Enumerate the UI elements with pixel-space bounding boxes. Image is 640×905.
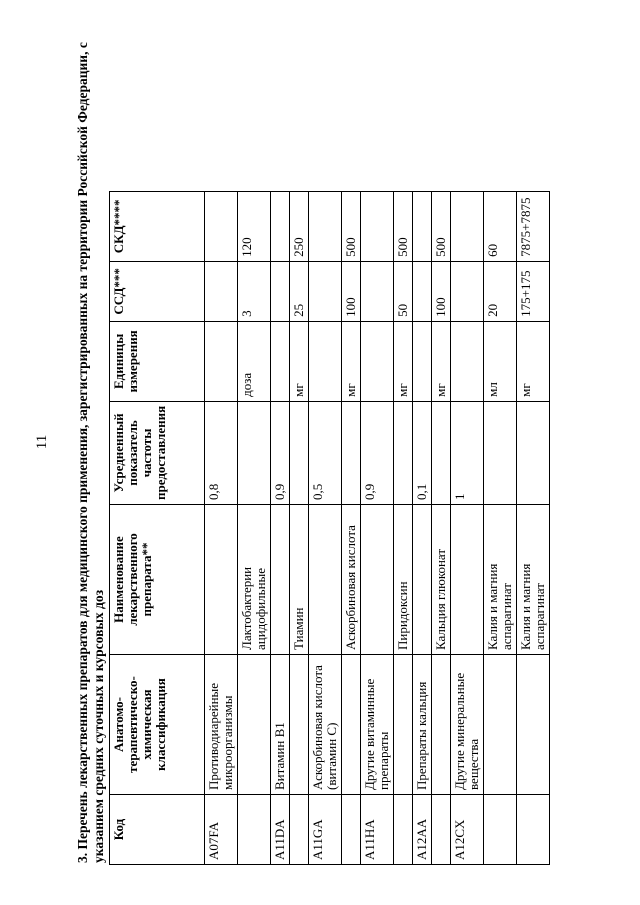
cell-unit: мг	[517, 321, 550, 401]
cell-atc: Препараты кальция	[413, 655, 432, 795]
cell-frequency	[394, 401, 413, 504]
cell-drug	[451, 505, 484, 655]
cell-ssd: 25	[290, 261, 309, 321]
cell-unit	[451, 321, 484, 401]
cell-atc	[432, 655, 451, 795]
cell-code	[432, 795, 451, 865]
cell-skd	[451, 191, 484, 261]
cell-unit	[309, 321, 342, 401]
table-row	[413, 191, 432, 864]
cell-drug: Калия и магния аспарагинат	[484, 505, 517, 655]
cell-frequency: 0,9	[361, 401, 394, 504]
cell-unit	[205, 321, 238, 401]
cell-drug: Пиридоксин	[394, 505, 413, 655]
cell-code: A12AA	[413, 795, 432, 865]
cell-frequency: 0,1	[413, 401, 432, 504]
cell-frequency	[432, 401, 451, 504]
cell-skd: 500	[394, 191, 413, 261]
cell-ssd: 100	[342, 261, 361, 321]
cell-unit: мг	[290, 321, 309, 401]
cell-atc: Другие минеральные вещества	[451, 655, 484, 795]
column-header-ssd: ССД***	[110, 261, 205, 321]
cell-unit	[361, 321, 394, 401]
cell-code	[342, 795, 361, 865]
cell-unit: доза	[238, 321, 271, 401]
cell-skd	[205, 191, 238, 261]
cell-skd	[361, 191, 394, 261]
cell-unit: мг	[394, 321, 413, 401]
cell-frequency: 0,8	[205, 401, 238, 504]
cell-code	[517, 795, 550, 865]
cell-skd	[413, 191, 432, 261]
cell-drug: Кальция глюконат	[432, 505, 451, 655]
cell-atc	[238, 655, 271, 795]
cell-atc	[517, 655, 550, 795]
cell-atc	[484, 655, 517, 795]
cell-skd: 60	[484, 191, 517, 261]
cell-code	[484, 795, 517, 865]
cell-skd: 120	[238, 191, 271, 261]
cell-frequency	[342, 401, 361, 504]
table-body	[205, 191, 550, 864]
cell-drug: Аскорбиновая кислота	[342, 505, 361, 655]
cell-skd: 500	[432, 191, 451, 261]
cell-ssd: 3	[238, 261, 271, 321]
document-heading: 3. Перечень лекарственных препаратов для медицинского применения, зарегистрированных на территории Российской Федерации, с указанием средних суточных и курсовых доз	[75, 42, 106, 863]
cell-frequency	[290, 401, 309, 504]
cell-frequency	[484, 401, 517, 504]
table-row	[394, 191, 413, 864]
cell-drug	[309, 505, 342, 655]
cell-code: A11HA	[361, 795, 394, 865]
cell-code: A11DA	[271, 795, 290, 865]
column-header-drug: Наименование лекарственного препарата**	[110, 505, 205, 655]
cell-skd	[309, 191, 342, 261]
cell-atc: Витамин B1	[271, 655, 290, 795]
cell-ssd	[309, 261, 342, 321]
cell-skd: 250	[290, 191, 309, 261]
cell-atc	[342, 655, 361, 795]
cell-atc	[290, 655, 309, 795]
cell-frequency	[238, 401, 271, 504]
cell-atc	[394, 655, 413, 795]
cell-code	[238, 795, 271, 865]
cell-code: A12CX	[451, 795, 484, 865]
table-row	[361, 191, 394, 864]
cell-ssd	[451, 261, 484, 321]
column-header-code: Код	[110, 795, 205, 865]
cell-ssd	[205, 261, 238, 321]
cell-atc: Аскорбиновая кислота (витамин C)	[309, 655, 342, 795]
cell-drug	[361, 505, 394, 655]
cell-unit: мг	[342, 321, 361, 401]
rotated-content	[75, 35, 605, 865]
cell-code: A11GA	[309, 795, 342, 865]
column-header-unit: Единицы измерения	[110, 321, 205, 401]
cell-atc: Другие витаминные препараты	[361, 655, 394, 795]
cell-ssd: 50	[394, 261, 413, 321]
cell-unit	[271, 321, 290, 401]
drug-table	[109, 191, 550, 865]
cell-frequency	[517, 401, 550, 504]
cell-skd: 500	[342, 191, 361, 261]
page-number: 11	[34, 434, 50, 450]
cell-ssd	[271, 261, 290, 321]
cell-skd: 7875+7875	[517, 191, 550, 261]
cell-drug: Калия и магния аспарагинат	[517, 505, 550, 655]
cell-atc: Противодиарейные микроорганизмы	[205, 655, 238, 795]
column-header-skd: СКД****	[110, 191, 205, 261]
table-row	[517, 191, 550, 864]
table-row	[432, 191, 451, 864]
column-header-atc: Анатомо-терапевтическо-химическая классификация	[110, 655, 205, 795]
cell-code: A07FA	[205, 795, 238, 865]
cell-ssd	[361, 261, 394, 321]
cell-drug	[271, 505, 290, 655]
cell-ssd: 175+175	[517, 261, 550, 321]
table-header-row	[110, 191, 205, 864]
table-row	[271, 191, 290, 864]
table-row	[205, 191, 238, 864]
table-row	[342, 191, 361, 864]
table-row	[238, 191, 271, 864]
cell-unit: мл	[484, 321, 517, 401]
cell-frequency: 1	[451, 401, 484, 504]
column-header-frequency: Усредненный показатель частоты предоставления	[110, 401, 205, 504]
cell-frequency: 0,9	[271, 401, 290, 504]
table-row	[309, 191, 342, 864]
cell-skd	[271, 191, 290, 261]
cell-unit: мг	[432, 321, 451, 401]
cell-drug: Лактобактерии ацидофильные	[238, 505, 271, 655]
cell-frequency: 0,5	[309, 401, 342, 504]
cell-unit	[413, 321, 432, 401]
cell-drug: Тиамин	[290, 505, 309, 655]
table-row	[451, 191, 484, 864]
cell-code	[394, 795, 413, 865]
cell-ssd: 20	[484, 261, 517, 321]
cell-ssd	[413, 261, 432, 321]
cell-ssd: 100	[432, 261, 451, 321]
cell-drug	[413, 505, 432, 655]
cell-code	[290, 795, 309, 865]
cell-drug	[205, 505, 238, 655]
table-row	[290, 191, 309, 864]
table-row	[484, 191, 517, 864]
